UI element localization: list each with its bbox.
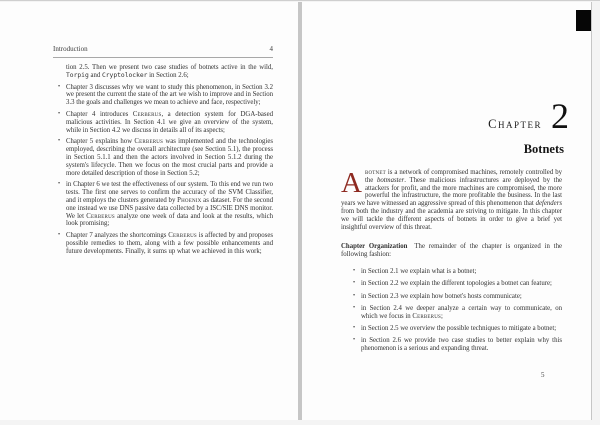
text-segment: in Section 2.2 we explain the different topologies a botnet can feature; xyxy=(361,280,552,288)
text-segment: in Section 2.6 we provide two case studies to better explain why this phenomenon is a serious and expanding threat. xyxy=(361,337,562,353)
list-item xyxy=(361,293,562,301)
text-segment: Cerberus xyxy=(86,212,115,220)
text-segment: Cerberus xyxy=(412,312,441,320)
list-item xyxy=(361,268,562,276)
page-number-left: 4 xyxy=(269,45,273,53)
page-left[interactable] xyxy=(0,2,298,420)
text-segment: from both the industry and the academia are striving to mitigate. In this chapter we will tackle the different aspects of botnets in order to give a brief yet insightful overview of this threat. xyxy=(341,207,562,231)
text-segment: defenders xyxy=(535,200,562,208)
text-segment: and xyxy=(88,71,102,79)
text-segment: Chapter 3 discusses why we want to study this phenomenon, in Section 3.2 we present the current the state of the art we wish to improve and in Section 3.3 the goals and challenges we mean to achieve and face, respectively; xyxy=(66,83,273,107)
chapter-mark xyxy=(488,98,591,134)
list-item xyxy=(361,280,562,288)
text-segment: botnet xyxy=(364,169,386,176)
text-segment: . These malicious infrastructures are deployed by the attackers for profit, and the more machines are compromised, the more powerful the infrastructure, the more profitable the business. In the last years we have witnessed an aggressive spread of this phenomenon that xyxy=(341,176,562,208)
organization-text: The remainder of the chapter is organized in the following fashion: xyxy=(341,243,562,259)
page-number-right: 5 xyxy=(541,371,545,379)
organization-paragraph xyxy=(341,243,562,259)
list-item xyxy=(66,138,273,177)
text-segment: in Section 2.1 we explain what is a botnet; xyxy=(361,267,477,275)
text-segment: ; xyxy=(440,312,443,320)
list-item xyxy=(361,325,562,333)
text-segment: in Section 2.3 we explain how botnet's hosts communicate; xyxy=(361,292,522,300)
text-segment: Cerberus xyxy=(132,110,162,118)
list-item xyxy=(66,111,273,134)
running-header xyxy=(53,45,273,58)
text-segment: was implemented and the technologies employed, describing the overall architecture (see Section 5.1), the process in Section 5.1.1 and then the actors involved in Section 5.1.2 during the system's lifecycle. Then we focus on the most crucial parts and provide a more detailed description of those in Section 5.2; xyxy=(66,138,273,177)
list-item xyxy=(66,232,273,255)
dropcap-letter: A xyxy=(341,167,362,199)
right-page-body xyxy=(341,169,562,353)
text-segment: in Section 2.4 we deeper analyze a certain way to communicate, on which we focus in xyxy=(361,304,562,320)
text-segment: Torpig xyxy=(66,71,89,79)
text-segment: Cerberus xyxy=(168,232,197,240)
text-segment: Chapter 4 introduces xyxy=(66,110,133,118)
list-item xyxy=(361,305,562,321)
intro-paragraph xyxy=(341,169,562,231)
text-segment: , a detection system for DGA-based malicious activities. In Section 4.1 we give an overview of the system, while in Section 4.2 we discuss in details all of its aspects; xyxy=(66,110,273,134)
organization-label: Chapter Organization xyxy=(341,243,408,251)
text-segment: Phoenix xyxy=(177,196,202,204)
chapter-accent-square-icon xyxy=(576,10,591,31)
text-segment: Chapter 7 analyzes the shortcomings xyxy=(66,232,169,240)
intro-text xyxy=(341,169,562,231)
text-segment: in Chapter 6 we test the effectiveness of our system. To this end we run two tests. The first one serves to confirm the accuracy of the SVM Classifier, and it employs the clusters generated by xyxy=(66,181,273,204)
text-segment: botmaster xyxy=(376,176,405,184)
continuation-paragraph xyxy=(66,64,273,80)
chapter-number: 2 xyxy=(551,96,569,136)
text-segment: Cryptolocker xyxy=(101,71,148,79)
text-segment: in Section 2.6; xyxy=(147,71,189,79)
page-right[interactable] xyxy=(302,2,592,420)
text-segment: as dataset. For the second one instead we use DNS passive data collected by a ISC/SIE DNS monitor. We let xyxy=(66,196,273,220)
text-segment: Cerberus xyxy=(134,138,164,146)
list-item xyxy=(66,84,273,107)
text-segment: in Section 2.5 we overview the possible techniques to mitigate a botnet; xyxy=(361,324,557,332)
list-item xyxy=(361,337,562,353)
left-page-body xyxy=(66,64,273,256)
chapter-title: Botnets xyxy=(523,142,564,156)
text-segment: is a network of compromised machines, remotely controlled by the xyxy=(364,169,562,184)
list-item xyxy=(66,181,273,228)
text-segment: Chapter 5 explains how xyxy=(66,138,135,146)
text-segment: analyze one week of data and look at the results, which look promising; xyxy=(66,212,273,228)
chapter-outline-list xyxy=(66,84,273,256)
section-outline-list xyxy=(361,268,562,353)
text-segment: tion 2.5. Then we present two case studies of botnets active in the wild, xyxy=(66,64,273,71)
running-header-title: Introduction xyxy=(53,45,88,53)
chapter-label: Chapter xyxy=(488,117,542,131)
text-segment: is affected by and proposes possible remedies to them, along with a few possible enhancements and future developments. Finally, it sums up what we achieved in this work; xyxy=(66,232,273,255)
